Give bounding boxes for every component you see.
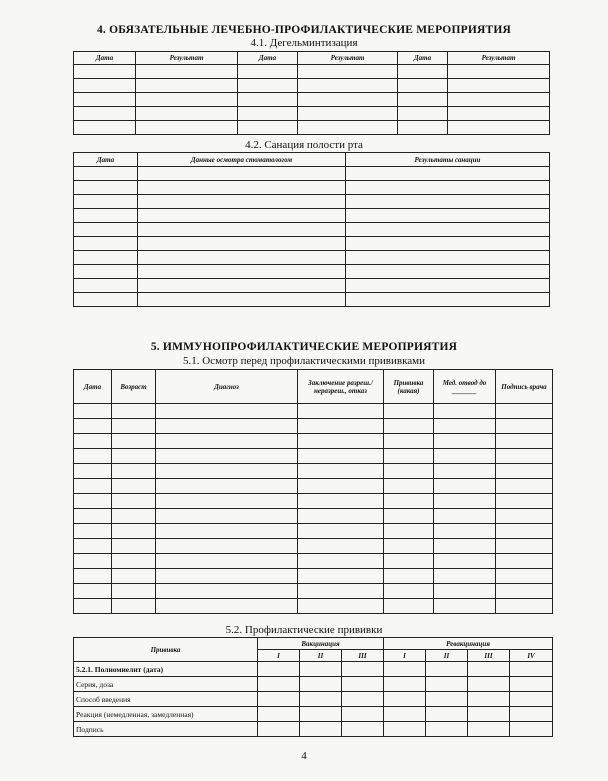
table-cell[interactable]: [298, 479, 384, 494]
table-cell[interactable]: [448, 65, 550, 79]
table-cell[interactable]: [112, 404, 156, 419]
table-cell[interactable]: [74, 107, 136, 121]
table-cell[interactable]: [448, 107, 550, 121]
table-cell[interactable]: [136, 107, 238, 121]
header-date: Дата: [74, 370, 112, 404]
table-cell[interactable]: [138, 279, 346, 293]
table-cell[interactable]: [496, 599, 553, 614]
table-cell[interactable]: [138, 167, 346, 181]
table-cell[interactable]: [258, 707, 300, 722]
header-conclusion: Заключение разреш./неразреш., отказ: [298, 370, 384, 404]
table-cell[interactable]: [434, 464, 496, 479]
table-cell[interactable]: [156, 419, 298, 434]
table-cell[interactable]: [298, 509, 384, 524]
table-cell[interactable]: [258, 677, 300, 692]
table-cell[interactable]: [136, 93, 238, 107]
table-row: [74, 494, 553, 509]
table-cell[interactable]: [510, 677, 553, 692]
table-cell[interactable]: [398, 93, 448, 107]
table-row: [74, 599, 553, 614]
header-revacc-ii: II: [426, 650, 468, 662]
table-cell[interactable]: [74, 265, 138, 279]
table-cell[interactable]: [298, 434, 384, 449]
table-row: [74, 251, 550, 265]
table-cell[interactable]: [346, 209, 550, 223]
table-cell[interactable]: [112, 584, 156, 599]
table-cell[interactable]: [74, 223, 138, 237]
table-cell[interactable]: [398, 79, 448, 93]
table-cell[interactable]: [136, 121, 238, 135]
table-cell[interactable]: [300, 677, 342, 692]
table-row: [74, 279, 550, 293]
table-cell[interactable]: [138, 181, 346, 195]
table-cell[interactable]: [156, 584, 298, 599]
table-row: [74, 434, 553, 449]
row-label: 5.2.1. Полиомиелит (дата): [74, 662, 258, 677]
table-cell[interactable]: [434, 599, 496, 614]
table-cell[interactable]: [384, 677, 426, 692]
table-cell[interactable]: [74, 509, 112, 524]
table-row: [74, 707, 553, 722]
table-cell[interactable]: [346, 237, 550, 251]
table-cell[interactable]: [398, 107, 448, 121]
table-cell[interactable]: [342, 677, 384, 692]
table-cell[interactable]: [298, 539, 384, 554]
table-cell[interactable]: [398, 65, 448, 79]
header-result: Результат: [298, 52, 398, 65]
table-row: [74, 722, 553, 737]
table-row: [74, 121, 550, 135]
table-cell[interactable]: [346, 265, 550, 279]
table-cell[interactable]: [384, 584, 434, 599]
table-cell[interactable]: [112, 434, 156, 449]
table-cell[interactable]: [300, 707, 342, 722]
table-cell[interactable]: [156, 554, 298, 569]
table-cell[interactable]: [74, 293, 138, 307]
table-cell[interactable]: [298, 494, 384, 509]
header-vaccine-which: Прививка (какая): [384, 370, 434, 404]
table-cell[interactable]: [298, 554, 384, 569]
table-cell[interactable]: [384, 707, 426, 722]
table-cell[interactable]: [74, 434, 112, 449]
header-sanitation-results: Результаты санации: [346, 153, 550, 167]
table-cell[interactable]: [74, 251, 138, 265]
table-cell[interactable]: [496, 449, 553, 464]
table-cell[interactable]: [398, 121, 448, 135]
table-cell[interactable]: [468, 707, 510, 722]
header-vacc-ii: II: [300, 650, 342, 662]
table-cell[interactable]: [138, 209, 346, 223]
table-cell[interactable]: [136, 65, 238, 79]
table-cell[interactable]: [74, 419, 112, 434]
table-cell[interactable]: [74, 584, 112, 599]
table-cell[interactable]: [112, 524, 156, 539]
table-cell[interactable]: [136, 79, 238, 93]
table-cell[interactable]: [74, 524, 112, 539]
table-cell[interactable]: [298, 599, 384, 614]
table-cell[interactable]: [426, 692, 468, 707]
table-cell[interactable]: [74, 464, 112, 479]
table-cell[interactable]: [156, 464, 298, 479]
table-cell[interactable]: [300, 692, 342, 707]
table-cell[interactable]: [74, 79, 136, 93]
table-row: [74, 293, 550, 307]
table-row: [74, 107, 550, 121]
row-label: Подпись: [74, 722, 258, 737]
table-cell[interactable]: [346, 181, 550, 195]
table-cell[interactable]: [434, 539, 496, 554]
table-cell[interactable]: [434, 404, 496, 419]
table-cell[interactable]: [384, 479, 434, 494]
subsection-4-1-title: 4.1. Дегельминтизация: [250, 37, 358, 49]
table-cell[interactable]: [496, 524, 553, 539]
table-cell[interactable]: [434, 434, 496, 449]
table-cell[interactable]: [74, 195, 138, 209]
subsection-5-2-title: 5.2. Профилактические прививки: [225, 624, 383, 636]
table-cell[interactable]: [74, 167, 138, 181]
table-cell[interactable]: [510, 662, 553, 677]
table-cell[interactable]: [112, 479, 156, 494]
table-row: [74, 265, 550, 279]
table-cell[interactable]: [298, 449, 384, 464]
table-cell[interactable]: [258, 662, 300, 677]
table-cell[interactable]: [74, 479, 112, 494]
table-cell[interactable]: [342, 722, 384, 737]
table-row: [74, 692, 553, 707]
table-cell[interactable]: [74, 279, 138, 293]
subsection-4-2-title: 4.2. Санация полости рта: [245, 139, 363, 151]
table-cell[interactable]: [298, 569, 384, 584]
header-doctor-signature: Подпись врача: [496, 370, 553, 404]
table-cell[interactable]: [426, 722, 468, 737]
table-cell[interactable]: [298, 93, 398, 107]
table-cell[interactable]: [496, 509, 553, 524]
table-cell[interactable]: [156, 434, 298, 449]
table-row: [74, 181, 550, 195]
header-vacc-i: I: [258, 650, 300, 662]
table-cell[interactable]: [384, 509, 434, 524]
table-cell[interactable]: [156, 569, 298, 584]
row-label: Реакция (немедленная, замедленная): [74, 707, 258, 722]
table-cell[interactable]: [74, 121, 136, 135]
table-cell[interactable]: [238, 107, 298, 121]
table-row: [74, 539, 553, 554]
header-date: Дата: [74, 52, 136, 65]
table-cell[interactable]: [510, 707, 553, 722]
table-cell[interactable]: [510, 692, 553, 707]
table-cell[interactable]: [156, 494, 298, 509]
table-cell[interactable]: [74, 569, 112, 584]
table-cell[interactable]: [156, 539, 298, 554]
table-row: [74, 584, 553, 599]
table-cell[interactable]: [346, 223, 550, 237]
table-row: [74, 93, 550, 107]
header-date: Дата: [74, 153, 138, 167]
row-label: Способ введения: [74, 692, 258, 707]
header-revaccination: Ревакцинация: [384, 638, 553, 650]
table-row: [74, 509, 553, 524]
section-4-title: 4. ОБЯЗАТЕЛЬНЫЕ ЛЕЧЕБНО-ПРОФИЛАКТИЧЕСКИЕ МЕРОПРИЯТИЯ: [96, 24, 511, 36]
table-cell[interactable]: [434, 524, 496, 539]
table-cell[interactable]: [448, 121, 550, 135]
table-cell[interactable]: [298, 121, 398, 135]
table-cell[interactable]: [112, 419, 156, 434]
table-cell[interactable]: [112, 599, 156, 614]
table-cell[interactable]: [384, 524, 434, 539]
table-cell[interactable]: [496, 404, 553, 419]
table-cell[interactable]: [112, 494, 156, 509]
table-cell[interactable]: [156, 449, 298, 464]
table-row: [74, 167, 550, 181]
deworming-table: [73, 51, 550, 135]
table-cell[interactable]: [496, 479, 553, 494]
table-cell[interactable]: [434, 419, 496, 434]
table-cell[interactable]: [112, 449, 156, 464]
table-cell[interactable]: [426, 662, 468, 677]
table-cell[interactable]: [342, 707, 384, 722]
table-cell[interactable]: [384, 692, 426, 707]
table-cell[interactable]: [74, 554, 112, 569]
table-cell[interactable]: [346, 251, 550, 265]
table-cell[interactable]: [468, 722, 510, 737]
table-row: [74, 209, 550, 223]
table-cell[interactable]: [74, 599, 112, 614]
table-cell[interactable]: [496, 434, 553, 449]
table-cell[interactable]: [74, 404, 112, 419]
table-row: [74, 464, 553, 479]
table-cell[interactable]: [138, 265, 346, 279]
table-cell[interactable]: [238, 79, 298, 93]
table-cell[interactable]: [298, 404, 384, 419]
table-cell[interactable]: [138, 237, 346, 251]
table-cell[interactable]: [342, 662, 384, 677]
table-row: [74, 79, 550, 93]
table-cell[interactable]: [298, 79, 398, 93]
table-cell[interactable]: [112, 539, 156, 554]
table-cell[interactable]: [238, 93, 298, 107]
table-cell[interactable]: [434, 509, 496, 524]
table-cell[interactable]: [346, 293, 550, 307]
row-label: Серия, доза: [74, 677, 258, 692]
header-revacc-i: I: [384, 650, 426, 662]
table-row: [74, 479, 553, 494]
table-cell[interactable]: [74, 449, 112, 464]
table-row: [74, 662, 553, 677]
table-cell[interactable]: [346, 167, 550, 181]
table-cell[interactable]: [434, 554, 496, 569]
table-cell[interactable]: [384, 722, 426, 737]
table-cell[interactable]: [138, 293, 346, 307]
header-med-exemption: Мед. отвод до _______: [434, 370, 496, 404]
table-cell[interactable]: [138, 195, 346, 209]
table-cell[interactable]: [434, 449, 496, 464]
table-row: [74, 677, 553, 692]
table-cell[interactable]: [434, 479, 496, 494]
table-cell[interactable]: [468, 677, 510, 692]
table-cell[interactable]: [434, 569, 496, 584]
table-row: [74, 524, 553, 539]
oral-sanitation-table: [73, 152, 550, 307]
pre-vaccination-exam-table: [73, 369, 553, 614]
table-cell[interactable]: [112, 554, 156, 569]
table-cell[interactable]: [510, 722, 553, 737]
table-row: [74, 223, 550, 237]
table-cell[interactable]: [384, 404, 434, 419]
table-row: [74, 195, 550, 209]
table-cell[interactable]: [346, 279, 550, 293]
table-cell[interactable]: [468, 692, 510, 707]
table-cell[interactable]: [74, 539, 112, 554]
header-date: Дата: [238, 52, 298, 65]
header-revacc-iii: III: [468, 650, 510, 662]
table-cell[interactable]: [426, 707, 468, 722]
table-cell[interactable]: [300, 662, 342, 677]
header-result: Результат: [448, 52, 550, 65]
vaccinations-table: [73, 637, 553, 737]
table-cell[interactable]: [298, 524, 384, 539]
table-cell[interactable]: [448, 93, 550, 107]
table-cell[interactable]: [138, 251, 346, 265]
table-cell[interactable]: [300, 722, 342, 737]
table-cell[interactable]: [74, 209, 138, 223]
table-cell[interactable]: [448, 79, 550, 93]
table-cell[interactable]: [496, 494, 553, 509]
table-cell[interactable]: [384, 419, 434, 434]
table-cell[interactable]: [74, 494, 112, 509]
table-cell[interactable]: [258, 692, 300, 707]
table-cell[interactable]: [468, 662, 510, 677]
table-cell[interactable]: [496, 539, 553, 554]
table-cell[interactable]: [74, 237, 138, 251]
table-row: [74, 554, 553, 569]
table-cell[interactable]: [112, 569, 156, 584]
table-cell[interactable]: [496, 464, 553, 479]
table-cell[interactable]: [384, 599, 434, 614]
table-cell[interactable]: [496, 554, 553, 569]
table-cell[interactable]: [342, 692, 384, 707]
header-diagnosis: Диагноз: [156, 370, 298, 404]
table-cell[interactable]: [156, 524, 298, 539]
table-cell[interactable]: [298, 584, 384, 599]
table-cell[interactable]: [298, 65, 398, 79]
table-row: [74, 404, 553, 419]
table-cell[interactable]: [426, 677, 468, 692]
table-cell[interactable]: [496, 584, 553, 599]
table-row: [74, 569, 553, 584]
table-cell[interactable]: [384, 569, 434, 584]
table-cell[interactable]: [238, 65, 298, 79]
table-cell[interactable]: [384, 464, 434, 479]
subsection-5-1-title: 5.1. Осмотр перед профилактическими прививками: [183, 355, 425, 367]
table-cell[interactable]: [112, 509, 156, 524]
header-vaccine: Прививка: [74, 638, 258, 662]
table-cell[interactable]: [112, 464, 156, 479]
header-vaccination: Вакцинация: [258, 638, 384, 650]
header-revacc-iv: IV: [510, 650, 553, 662]
page-number: 4: [301, 750, 307, 762]
table-cell[interactable]: [384, 662, 426, 677]
table-cell[interactable]: [298, 419, 384, 434]
table-row: [74, 237, 550, 251]
table-cell[interactable]: [138, 223, 346, 237]
table-cell[interactable]: [298, 107, 398, 121]
table-cell[interactable]: [384, 494, 434, 509]
header-vacc-iii: III: [342, 650, 384, 662]
table-cell[interactable]: [434, 584, 496, 599]
header-age: Возраст: [112, 370, 156, 404]
table-cell[interactable]: [346, 195, 550, 209]
table-cell[interactable]: [156, 404, 298, 419]
table-cell[interactable]: [258, 722, 300, 737]
table-cell[interactable]: [156, 599, 298, 614]
header-dentist-exam: Данные осмотра стоматологом: [138, 153, 346, 167]
section-5-title: 5. ИММУНОПРОФИЛАКТИЧЕСКИЕ МЕРОПРИЯТИЯ: [150, 341, 458, 353]
table-cell[interactable]: [384, 554, 434, 569]
table-row: [74, 419, 553, 434]
table-cell[interactable]: [496, 419, 553, 434]
table-cell[interactable]: [434, 494, 496, 509]
table-row: [74, 449, 553, 464]
table-cell[interactable]: [74, 181, 138, 195]
table-cell[interactable]: [384, 539, 434, 554]
table-cell[interactable]: [74, 93, 136, 107]
table-cell[interactable]: [496, 569, 553, 584]
table-cell[interactable]: [156, 479, 298, 494]
table-cell[interactable]: [298, 464, 384, 479]
table-cell[interactable]: [156, 509, 298, 524]
table-cell[interactable]: [384, 449, 434, 464]
header-date: Дата: [398, 52, 448, 65]
table-row: [74, 65, 550, 79]
table-cell[interactable]: [238, 121, 298, 135]
table-cell[interactable]: [384, 434, 434, 449]
table-cell[interactable]: [74, 65, 136, 79]
header-result: Результат: [136, 52, 238, 65]
